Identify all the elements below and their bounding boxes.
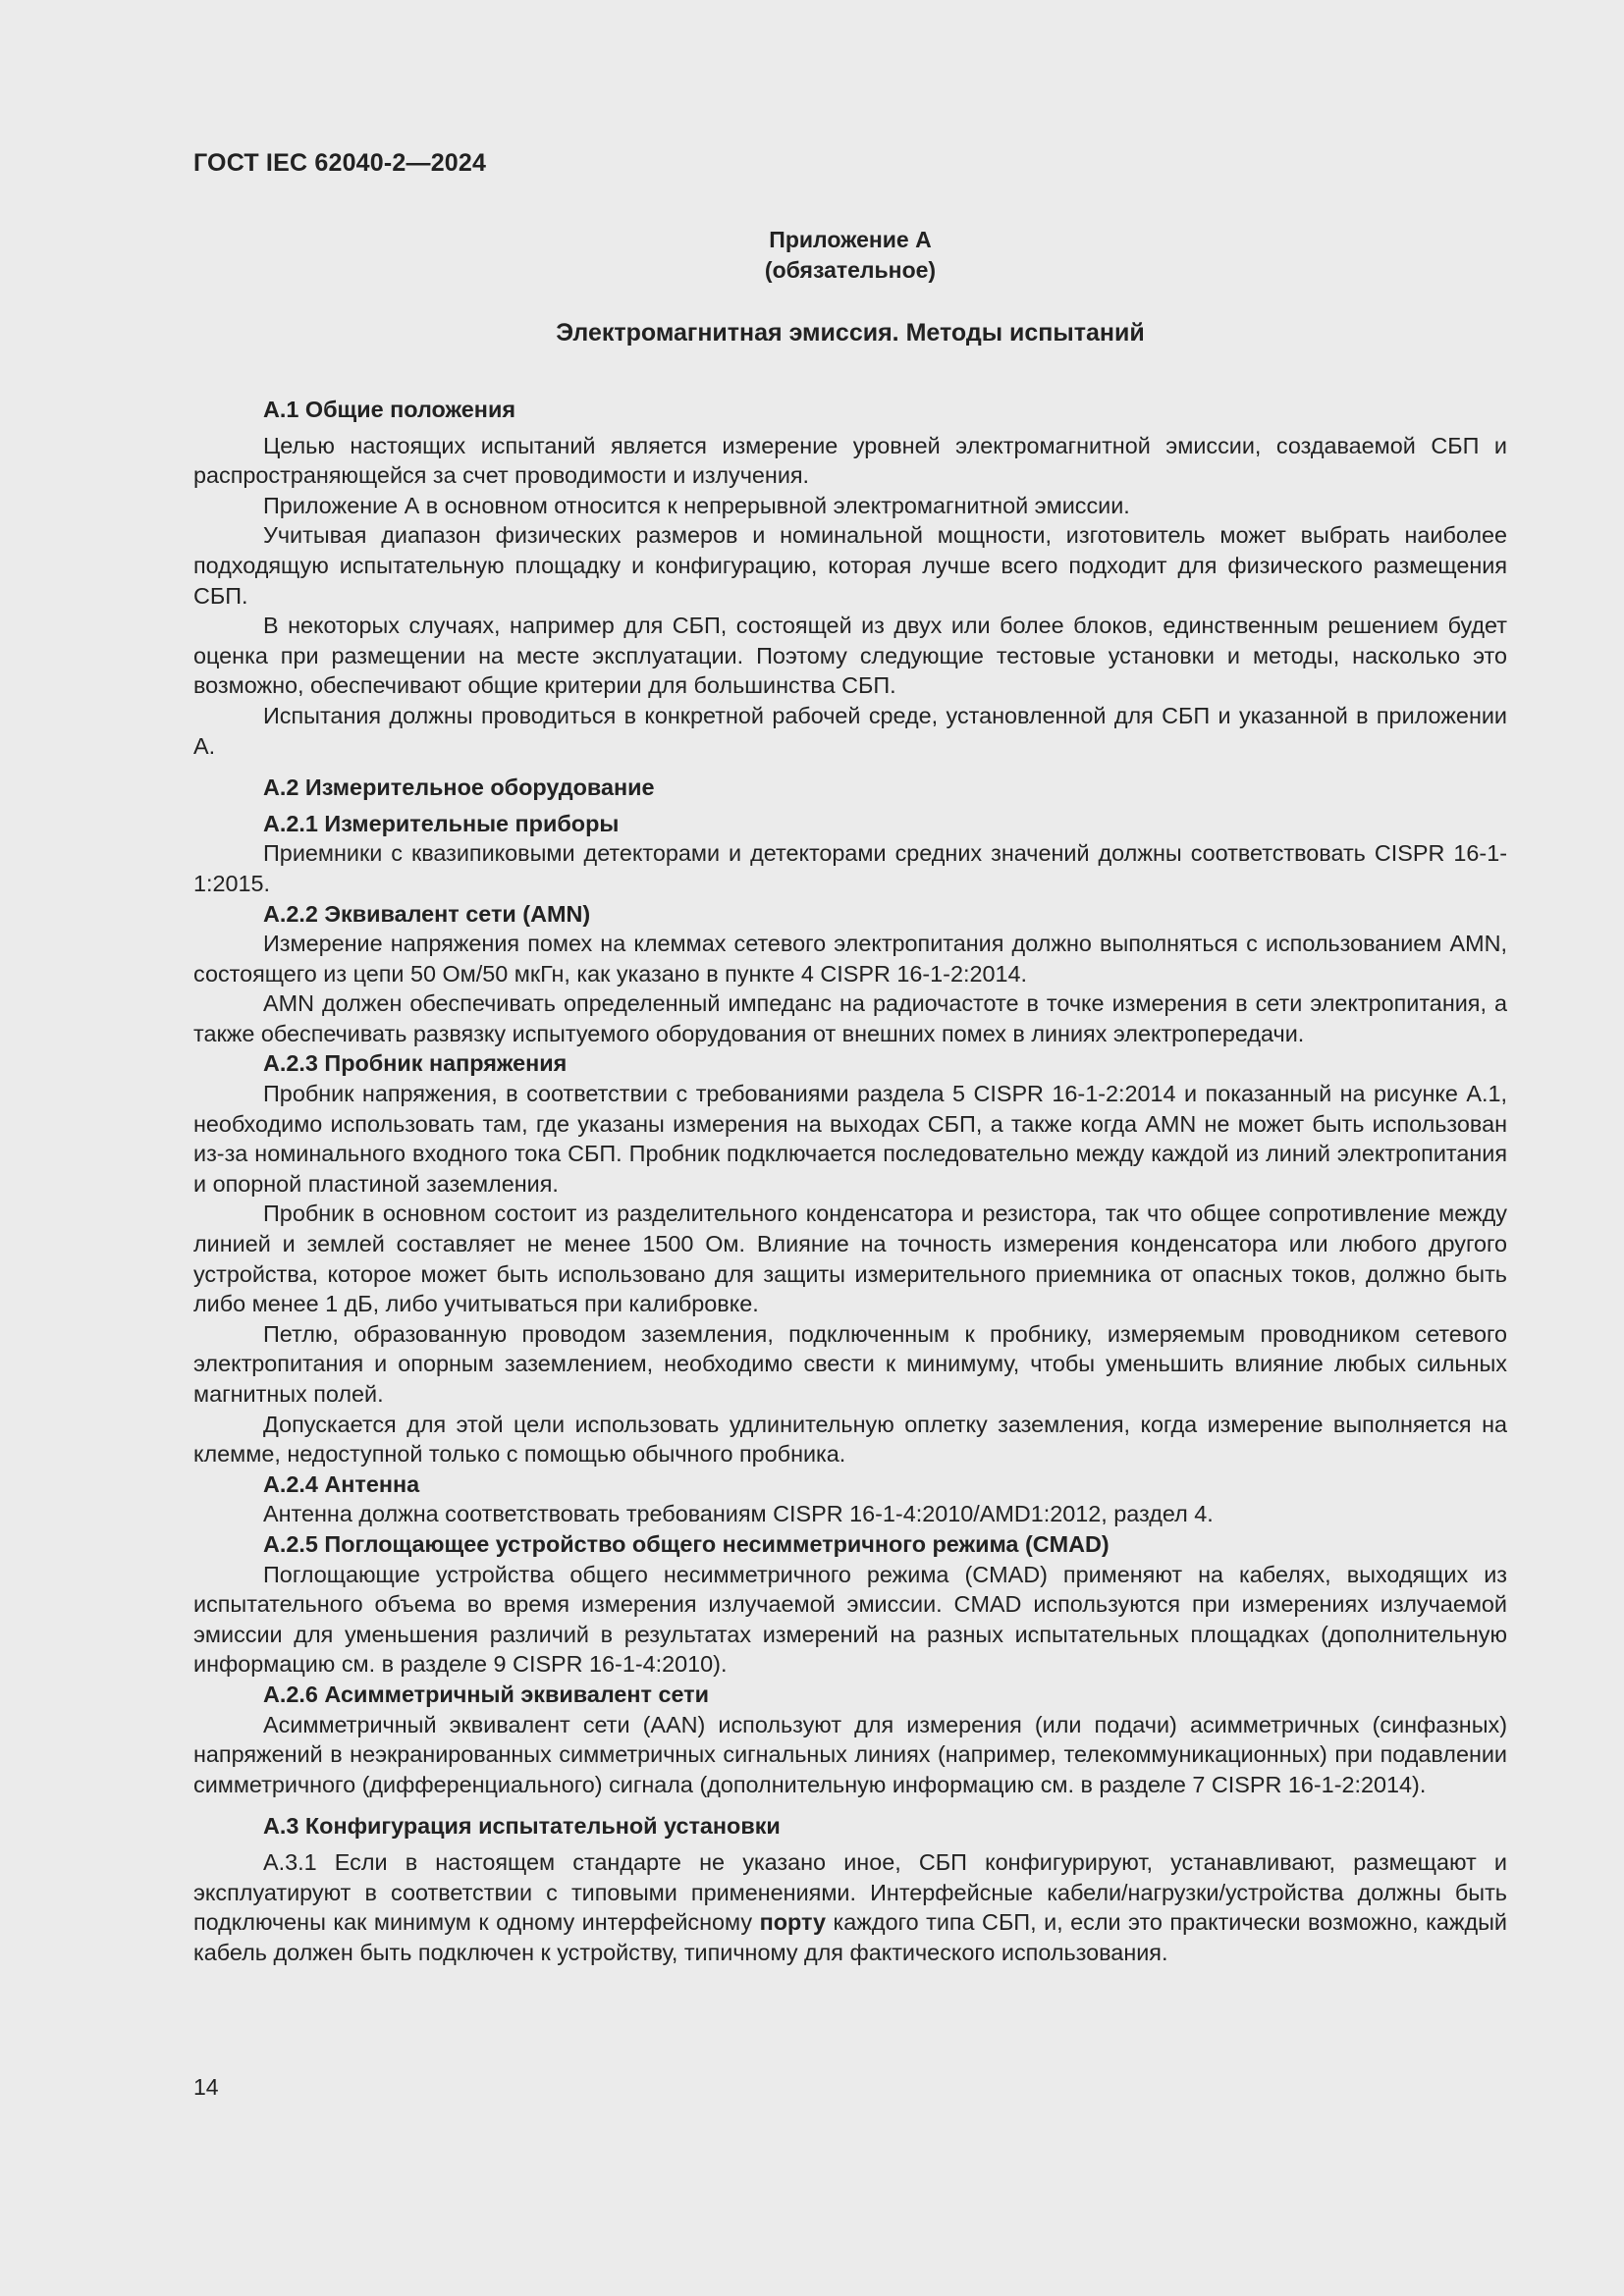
paragraph-text: каждого типа СБП, и, если это практически возможно, каждый кабель должен быть подключен к устройству, типичному для фактического использования.	[193, 1909, 1507, 1965]
term-emphasis: порту	[759, 1909, 827, 1936]
paragraph: Антенна должна соответствовать требованиям CISPR 16-1-4:2010/AMD1:2012, раздел 4.	[263, 1501, 1214, 1527]
section-a1-heading: А.1 Общие положения	[263, 397, 515, 422]
standard-designation: ГОСТ IEC 62040-2—2024	[193, 149, 487, 177]
paragraph: Измерение напряжения помех на клеммах сетевого электропитания должно выполняться с использованием AMN, состоящего из цепи 50 Ом/50 мкГн, как указано в пункте 4 CISPR 16-1-2:2014.	[193, 931, 1507, 987]
paragraph: Поглощающие устройства общего несимметричного режима (CMAD) применяют на кабелях, выходящих из испытательного объема во время измерения излучаемой эмиссии. CMAD используются при измерениях излучаемой эмиссии для уменьшения различий в результатах измерений на разных испытательных площадках (дополнительную информацию см. в разделе 9 CISPR 16-1-4:2010).	[193, 1561, 1507, 1678]
annex-title-block	[193, 225, 1507, 286]
paragraph: Учитывая диапазон физических размеров и номинальной мощности, изготовитель может выбрать наиболее подходящую испытательную площадку и конфигурацию, которая лучше всего подходит для физического размещения СБП.	[193, 522, 1507, 609]
section-a25-heading: А.2.5 Поглощающее устройство общего несимметричного режима (CMAD)	[263, 1530, 1110, 1557]
paragraph: Испытания должны проводиться в конкретной рабочей среде, установленной для СБП и указанной в приложении А.	[193, 702, 1507, 759]
paragraph: Приложение А в основном относится к непрерывной электромагнитной эмиссии.	[263, 492, 1130, 518]
annex-heading: Электромагнитная эмиссия. Методы испытаний	[556, 319, 1145, 347]
section-a21-heading: А.2.1 Измерительные приборы	[263, 810, 620, 836]
paragraph: Петлю, образованную проводом заземления, подключенным к пробнику, измеряемым проводником сетевого электропитания и опорным заземлением, необходимо свести к минимуму, чтобы уменьшить влияние любых сильных магнитных полей.	[193, 1320, 1507, 1407]
section-a23-heading: А.2.3 Пробник напряжения	[263, 1050, 568, 1077]
section-a3-heading: А.3 Конфигурация испытательной установки	[263, 1813, 781, 1840]
section-a22-heading: А.2.2 Эквивалент сети (AMN)	[263, 900, 591, 927]
page-number: 14	[193, 2074, 219, 2100]
paragraph: AMN должен обеспечивать определенный импеданс на радиочастоте в точке измерения в сети электропитания, а также обеспечивать развязку испытуемого оборудования от внешних помех в линиях электропередачи.	[193, 990, 1507, 1046]
annex-title: Приложение А	[769, 227, 932, 252]
paragraph: Асимметричный эквивалент сети (AAN) используют для измерения (или подачи) асимметричных (синфазных) напряжений в неэкранированных симметричных сигнальных линиях (например, телекоммуникационных) при подавлении симметричного (дифференциального) сигнала (дополнительную информацию см. в разделе 7 CISPR 16-1-2:2014).	[193, 1711, 1507, 1797]
section-a24-heading: А.2.4 Антенна	[263, 1470, 420, 1497]
paragraph: Пробник напряжения, в соответствии с требованиями раздела 5 CISPR 16-1-2:2014 и показанный на рисунке А.1, необходимо использовать там, где указаны измерения на выходах СБП, а также когда AMN не может быть использован из-за номинального входного тока СБП. Пробник подключается последовательно между каждой из линий электропитания и опорной пластиной заземления.	[193, 1081, 1507, 1197]
document-body	[193, 395, 1507, 1967]
paragraph: В некоторых случаях, например для СБП, состоящей из двух или более блоков, единственным решением будет оценка при размещении на месте эксплуатации. Поэтому следующие тестовые установки и методы, насколько это возможно, обеспечивают общие критерии для большинства СБП.	[193, 613, 1507, 699]
paragraph: Приемники с квазипиковыми детекторами и детекторами средних значений должны соответствовать CISPR 16-1-1:2015.	[193, 840, 1507, 896]
paragraph: Допускается для этой цели использовать удлинительную оплетку заземления, когда измерение выполняется на клемме, недоступной только с помощью обычного пробника.	[193, 1411, 1507, 1468]
paragraph: Целью настоящих испытаний является измерение уровней электромагнитной эмиссии, создаваемой СБП и распространяющейся за счет проводимости и излучения.	[193, 432, 1507, 489]
annex-status: (обязательное)	[764, 257, 937, 283]
section-a2-heading: А.2 Измерительное оборудование	[263, 774, 655, 801]
paragraph-text: А.3.1 Если в настоящем стандарте не указано иное, СБП конфигурируют, устанавливают, размещают и эксплуатируют в соответствии с типовыми применениями. Интерфейсные кабели/нагрузки/устройства должны быть подключены как минимум к одному интерфейсному	[193, 1848, 1507, 1936]
section-a26-heading: А.2.6 Асимметричный эквивалент сети	[263, 1681, 710, 1707]
paragraph: Пробник в основном состоит из разделительного конденсатора и резистора, так что общее сопротивление между линией и землей составляет не менее 1500 Ом. Влияние на точность измерения конденсатора или любого другого устройства, которое может быть использовано для защиты измерительного приемника от опасных токов, должно быть либо менее 1 дБ, либо учитываться при калибровке.	[193, 1201, 1507, 1317]
paragraph	[193, 1847, 1507, 1967]
